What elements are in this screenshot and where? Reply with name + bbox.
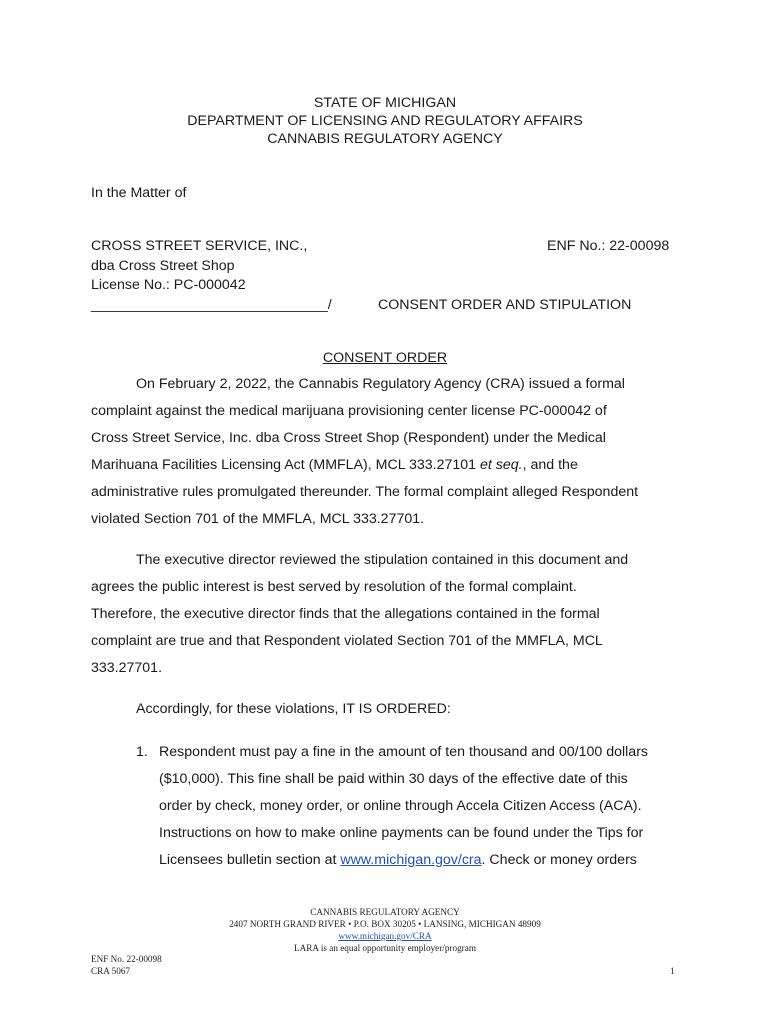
item-line: order by check, money order, or online through Accela Citizen Access (ACA).	[159, 798, 642, 814]
caption-signature-line: ______________________________/	[91, 297, 332, 313]
footer-enf-number: ENF No. 22-00098	[91, 954, 162, 964]
line-text: . Check or money orders	[481, 852, 637, 868]
item-line	[159, 847, 648, 874]
license-number: License No.: PC-000042	[91, 277, 246, 293]
item-line: Respondent must pay a fine in the amount of ten thousand and 00/100 dollars	[159, 744, 649, 760]
paragraph-line	[91, 452, 691, 479]
consent-order-title: CONSENT ORDER	[322, 350, 448, 366]
dba-name: dba Cross Street Shop	[91, 258, 235, 274]
item-text	[159, 739, 648, 874]
cra-website-link[interactable]: www.michigan.gov/cra	[340, 852, 482, 868]
paragraph-line: Accordingly, for these violations, IT IS ORDERED:	[136, 701, 451, 717]
caption-title: CONSENT ORDER AND STIPULATION	[378, 297, 632, 313]
item-number: 1.	[136, 744, 148, 760]
enf-number: ENF No.: 22-00098	[547, 238, 670, 254]
paragraph-line: The executive director reviewed the stipulation contained in this document and	[136, 552, 629, 568]
paragraph-line: violated Section 701 of the MMFLA, MCL 333.27701.	[91, 511, 425, 527]
paragraph-line: complaint against the medical marijuana provisioning center license PC-000042 of	[91, 403, 607, 419]
footer-address: 2407 NORTH GRAND RIVER • P.O. BOX 30205 • LANSING, MICHIGAN 48909	[229, 919, 541, 929]
header-state: STATE OF MICHIGAN	[313, 95, 457, 111]
item-line: ($10,000). This fine shall be paid within 30 days of the effective date of this	[159, 771, 628, 787]
line-text: Marihuana Facilities Licensing Act (MMFLA), MCL 333.27101	[91, 457, 481, 473]
footer-agency: CANNABIS REGULATORY AGENCY	[310, 907, 460, 917]
header-agency: CANNABIS REGULATORY AGENCY	[267, 131, 503, 147]
paragraph-3	[91, 696, 691, 723]
footer-eoe: LARA is an equal opportunity employer/program	[294, 943, 476, 953]
paragraph-line: Cross Street Service, Inc. dba Cross Street Shop (Respondent) under the Medical	[91, 430, 606, 446]
paragraph-1	[91, 371, 691, 533]
paragraph-line: 333.27701.	[91, 660, 163, 676]
page-number: 1	[670, 966, 675, 976]
item-line: Instructions on how to make online payments can be found under the Tips for	[159, 825, 644, 841]
line-text: Licensees bulletin section at	[159, 852, 341, 868]
line-text: , and the	[522, 457, 578, 473]
header-department: DEPARTMENT OF LICENSING AND REGULATORY AFFAIRS	[187, 113, 583, 129]
paragraph-line: On February 2, 2022, the Cannabis Regulatory Agency (CRA) issued a formal	[136, 376, 625, 392]
paragraph-line: administrative rules promulgated thereunder. The formal complaint alleged Respondent	[91, 484, 639, 500]
footer-url-line	[0, 930, 770, 942]
paragraph-line: agrees the public interest is best served by resolution of the formal complaint.	[91, 579, 577, 595]
paragraph-2	[91, 547, 691, 682]
footer-website-link[interactable]: www.michigan.gov/CRA	[338, 931, 432, 941]
paragraph-line: complaint are true and that Respondent violated Section 701 of the MMFLA, MCL	[91, 633, 603, 649]
respondent-name: CROSS STREET SERVICE, INC.,	[91, 238, 308, 254]
paragraph-line: Therefore, the executive director finds that the allegations contained in the formal	[91, 606, 600, 622]
in-the-matter: In the Matter of	[91, 185, 187, 201]
footer-form-number: CRA 5067	[91, 966, 131, 976]
italic-et-seq: et seq.	[480, 457, 523, 473]
